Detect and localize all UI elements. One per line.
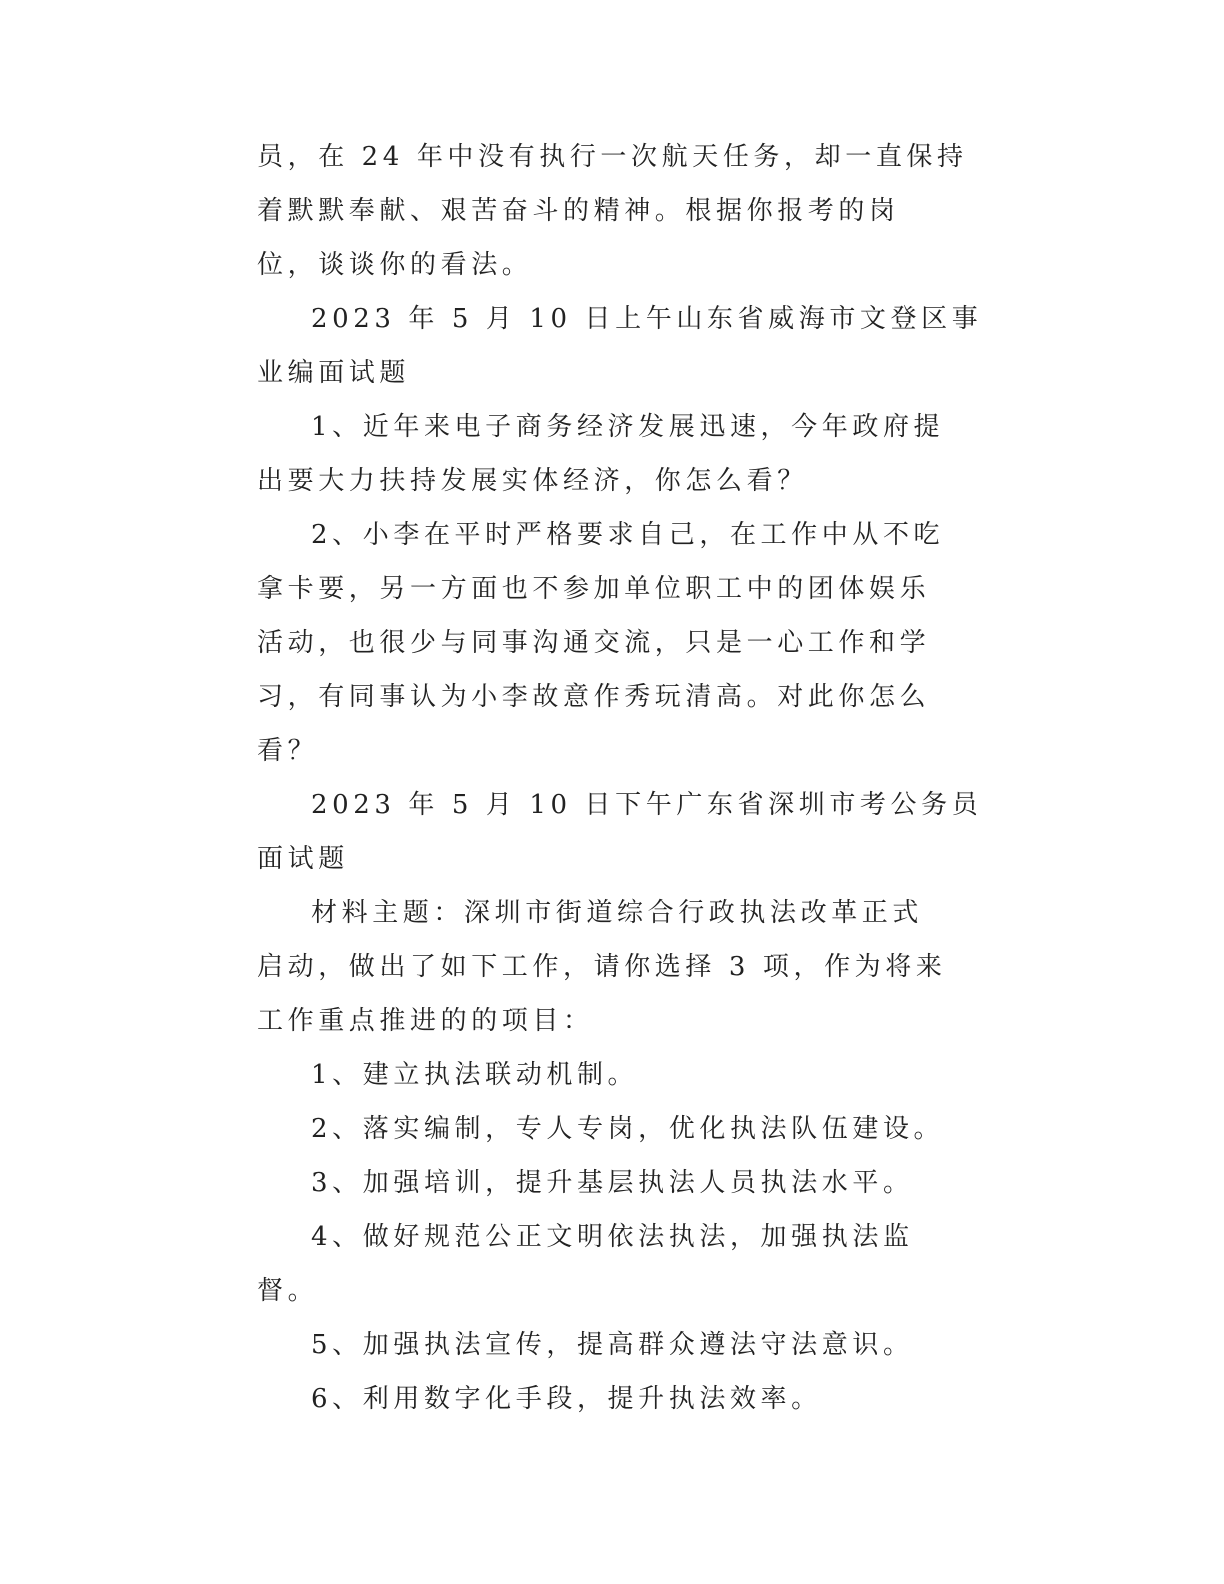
question-2: 2、小李在平时严格要求自己，在工作中从不吃 [311,520,945,550]
section-heading-shenzhen: 2023 年 5 月 10 日下午广东省深圳市考公务员 [311,790,983,820]
list-item-4: 4、做好规范公正文明依法执法，加强执法监 [311,1222,914,1252]
text-line-3: 位，谈谈你的看法。 [257,250,533,280]
question-2-cont-1: 拿卡要，另一方面也不参加单位职工中的团体娱乐 [257,574,931,604]
question-1: 1、近年来电子商务经济发展迅速，今年政府提 [311,412,945,442]
section-heading-wendeng-cont: 业编面试题 [257,358,411,388]
list-item-2: 2、落实编制，专人专岗，优化执法队伍建设。 [311,1114,945,1144]
list-item-5: 5、加强执法宣传，提高群众遵法守法意识。 [311,1330,914,1360]
material-topic-cont-2: 工作重点推进的的项目： [257,1006,594,1036]
list-item-1: 1、建立执法联动机制。 [311,1060,639,1090]
question-2-cont-3: 习，有同事认为小李故意作秀玩清高。对此你怎么 [257,682,931,712]
list-item-6: 6、利用数字化手段，提升执法效率。 [311,1384,822,1414]
text-line-1: 员，在 24 年中没有执行一次航天任务，却一直保持 [257,142,968,172]
text-line-2: 着默默奉献、艰苦奋斗的精神。根据你报考的岗 [257,196,900,226]
material-topic: 材料主题：深圳市街道综合行政执法改革正式 [311,898,924,928]
document-page [257,130,983,1426]
question-2-cont-2: 活动，也很少与同事沟通交流，只是一心工作和学 [257,628,931,658]
list-item-3: 3、加强培训，提升基层执法人员执法水平。 [311,1168,914,1198]
question-2-cont-4: 看？ [257,736,319,766]
material-topic-cont-1: 启动，做出了如下工作，请你选择 3 项，作为将来 [257,952,947,982]
section-heading-shenzhen-cont: 面试题 [257,844,349,874]
question-1-cont: 出要大力扶持发展实体经济，你怎么看？ [257,466,808,496]
section-heading-wendeng: 2023 年 5 月 10 日上午山东省威海市文登区事 [311,304,983,334]
list-item-4-cont: 督。 [257,1276,319,1306]
